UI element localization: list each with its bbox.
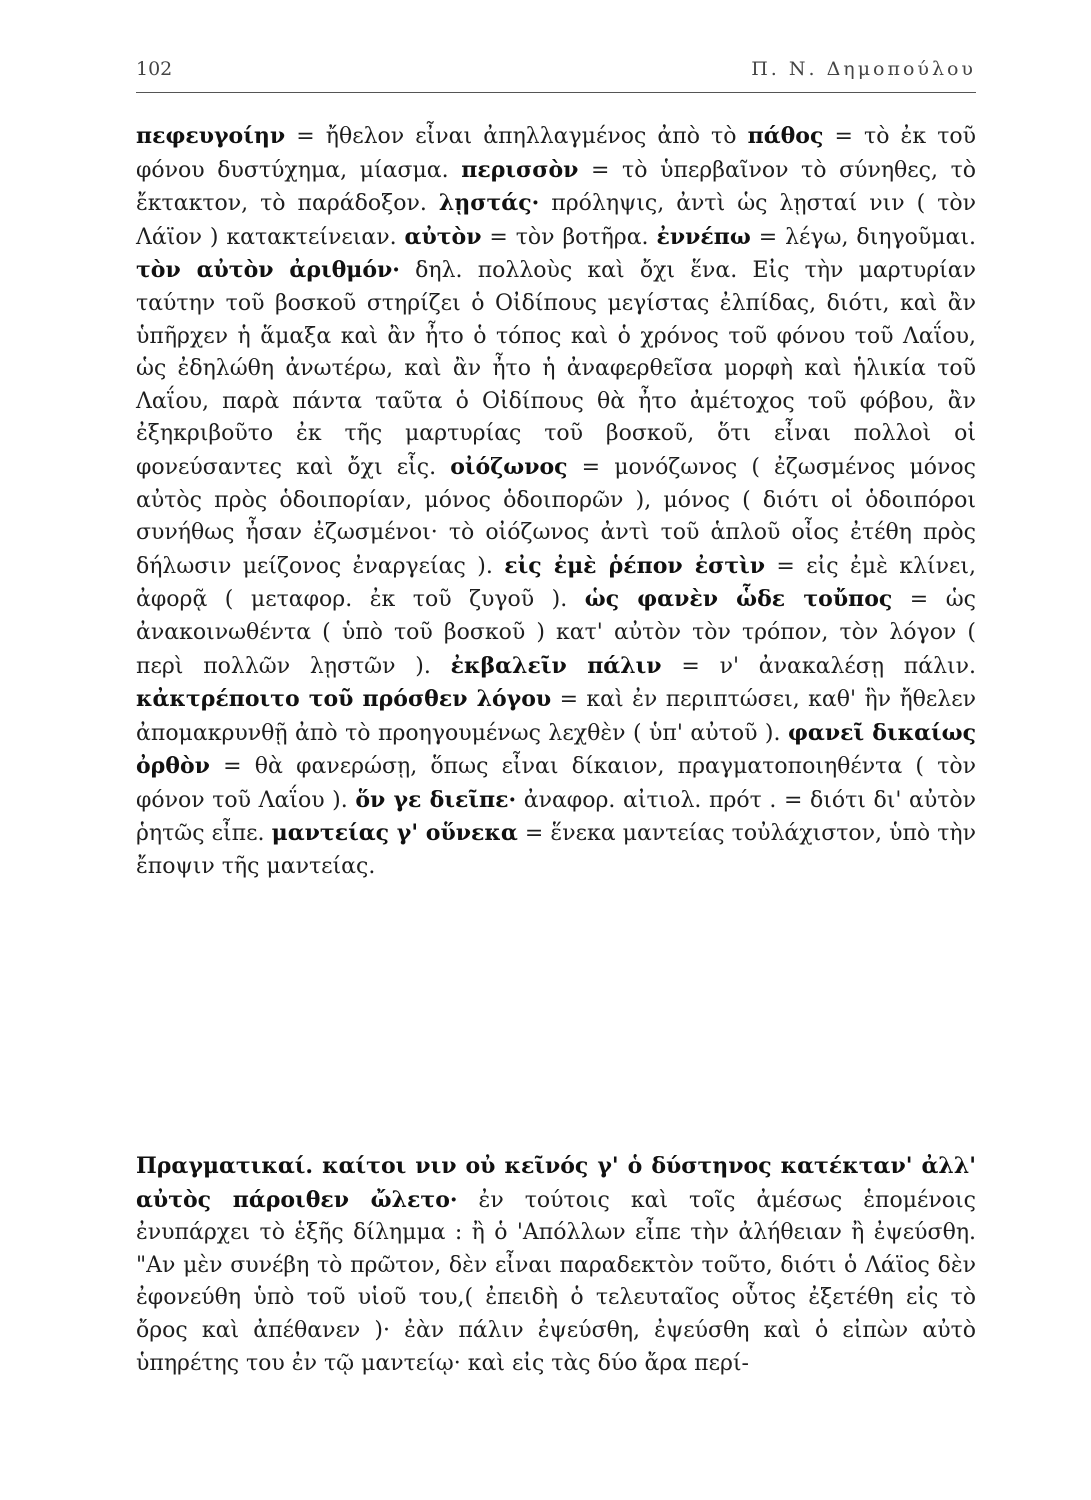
gloss: = ὡς ἀνακοινωθέντα ( ὑπὸ τοῦ βοσκοῦ ) κατ' αὐτὸν τὸν τρόπον, τὸν λόγον ( περὶ πολλῶν λῃστῶν ). [136, 587, 976, 679]
lemma: λῃστάς· [438, 190, 540, 217]
lemma: οἰόζωνος [450, 453, 568, 480]
gloss: πρόληψις, ἀντὶ ὡς λῃσταί νιν ( τὸν Λάϊον ) κατακτείνειαν. [136, 191, 976, 250]
lemma: κἀκτρέποιτο τοῦ πρόσθεν λόγου [136, 686, 552, 713]
lemma: μαντείας γ' οὕνεκα [271, 820, 518, 847]
commentary-block [136, 120, 976, 884]
gloss: = τὸν βοτῆρα. [481, 224, 657, 250]
gloss: = ἕνεκα μαντείας τοὐλάχιστον, ὑπὸ τὴν ἔποψιν τῆς μαντείας. [136, 821, 976, 880]
gloss: = ν' ἀνακαλέσῃ πάλιν. [661, 653, 977, 679]
gloss: = τὸ ἐκ τοῦ φόνου δυστύχημα, μίασμα. [136, 124, 977, 183]
gloss: δηλ. πολλοὺς καὶ ὄχι ἕνα. Εἰς τὴν μαρτυρίαν ταύτην τοῦ βοσκοῦ στηρίζει ὁ Οἰδίπους μεγίστας ἐλπίδας, διότι, καὶ ἂν ὑπῆρχεν ἡ ἅμαξα καὶ ἂν ἦτο ὁ τόπος καὶ ὁ χρόνος τοῦ φόνου τοῦ Λαΐου, ὡς ἐδηλώθη ἀνωτέρω, καὶ ἂν ἦτο ἡ ἀναφερθεῖσα μορφὴ καὶ ἡλικία τοῦ Λαΐου, παρὰ πάντα ταῦτα ὁ Οἰδίπους θὰ ἦτο ἀμέτοχος τοῦ φόβου, ἂν ἐξηκριβοῦτο ἐκ τῆς μαρτυρίας τοῦ βοσκοῦ, ὅτι εἶναι πολλοὶ οἱ φονεύσαντες καὶ ὄχι εἷς. [136, 258, 976, 480]
lemma: ἐκβαλεῖν πάλιν [450, 652, 662, 679]
lemma: πεφευγοίην [136, 123, 286, 149]
gloss: = θὰ φανερώσῃ, ὅπως εἶναι δίκαιον, πραγματοποιηθέντα ( τὸν φόνον τοῦ Λαΐου ). [136, 754, 976, 813]
section-block [136, 1150, 976, 1380]
gloss: = ἤθελον εἶναι ἀπηλλαγμένος ἀπὸ τὸ [285, 124, 748, 149]
lemma: ὡς φανὲν ὧδε τοὔπος [584, 586, 893, 613]
gloss: = μονόζωνος ( ἐζωσμένος μόνος αὐτὸς πρὸς ὁδοιπορίαν, μόνος ὁδοιπορῶν ), μόνος ( διότι οἱ ὁδοιπόροι συνήθως ἦσαν ἐζωσμένοι· τὸ οἰόζωνος ἀντὶ τοῦ ἁπλοῦ οἶος ἐτέθη πρὸς δήλωσιν μείζονος ἐναργείας ). [136, 454, 976, 579]
lemma: αὐτὸν [404, 223, 482, 250]
lemma: ἐννέπω [656, 223, 751, 250]
gloss: = λέγω, διηγοῦμαι. [750, 224, 976, 250]
gloss: = εἰς ἐμὲ κλίνει, ἀφορᾷ ( μεταφορ. ἐκ τοῦ ζυγοῦ ). [136, 553, 976, 613]
lemma: ὅν γε διεῖπε· [355, 786, 517, 813]
page-header [136, 58, 976, 93]
gloss: = καὶ ἐν περιπτώσει, καθ' ἣν ἤθελεν ἀπομακρυνθῇ ἀπὸ τὸ προηγουμένως λεχθὲν ( ὑπ' αὐτοῦ ). [136, 687, 976, 746]
gloss: = τὸ ὑπερβαῖνον τὸ σύνηθες, τὸ ἔκτακτον, τὸ παράδοξον. [136, 157, 976, 217]
lemma: φανεῖ δικαίως ὀρθὸν [136, 719, 976, 780]
lemma: πάθος [747, 123, 824, 149]
page-number: 102 [136, 58, 173, 80]
lemma: περισσὸν [461, 156, 579, 183]
lemma: τὸν αὐτὸν ἀριθμόν· [136, 257, 400, 284]
lemma: εἰς ἐμὲ ῥέπον ἐστὶν [504, 552, 766, 579]
section-text: ἐν τούτοις καὶ τοῖς ἀμέσως ἑπομένοις ἐνυπάρχει τὸ ἑξῆς δίλημμα : ἢ ὁ 'Απόλλων εἶπε τὴν ἀλήθειαν ἢ ἐψεύσθη. "Αν μὲν συνέβη τὸ πρῶτον, δὲν εἶναι παραδεκτὸν τοῦτο, διότι ὁ Λάϊος δὲν ἐφονεύθη ὑπὸ τοῦ υἱοῦ του,( ἐπειδὴ ὁ τελευταῖος οὗτος ἐξετέθη εἰς τὸ ὄρος καὶ ἀπέθανεν )· ἐὰν πάλιν ἐψεύσθη, ἐψεύσθη καὶ ὁ εἰπὼν αὐτὸ ὑπηρέτης του ἐν τῷ μαντείῳ· καὶ εἰς τὰς δύο ἄρα περί- [136, 1187, 976, 1376]
section-heading: Πραγματικαί. καίτοι νιν οὐ κεῖνός γ' ὁ δύστηνος κατέκταν' ἀλλ' αὐτὸς πάροιθεν ὤλετο· [136, 1153, 976, 1213]
commentary-paragraph [136, 120, 976, 884]
gloss: ἀναφορ. αἰτιολ. πρότ . = διότι δι' αὐτὸν ῥητῶς εἶπε. [136, 787, 976, 847]
running-head: Π. Ν. Δημοπούλου [751, 58, 976, 80]
section-paragraph [136, 1150, 976, 1380]
